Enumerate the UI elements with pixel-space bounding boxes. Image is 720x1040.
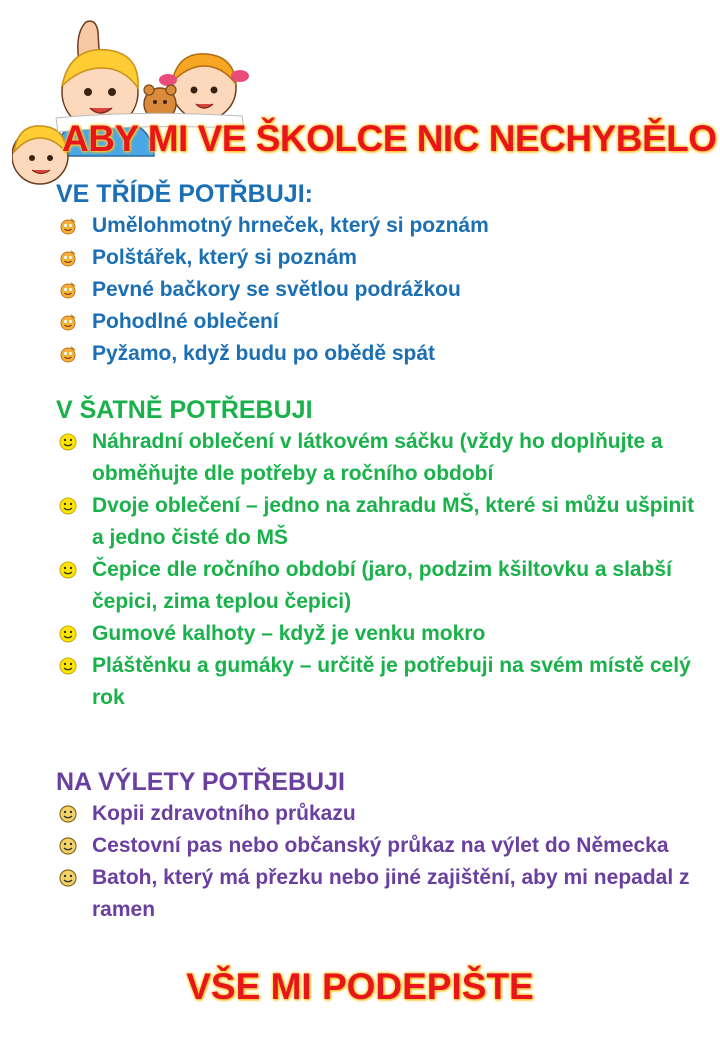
section-trips — [56, 766, 696, 926]
emoticon-face-icon — [58, 216, 78, 236]
section-heading: VE TŘÍDĚ POTŘBUJI: — [56, 180, 313, 208]
section-heading: V ŠATNĚ POTŘEBUJI — [56, 396, 313, 424]
smiley-face-icon — [58, 836, 78, 856]
list-item: Náhradní oblečení v látkovém sáčku (vždy ho doplňujte a obměňujte dle potřeby a ročního období — [56, 426, 696, 490]
kids-illustration — [12, 6, 252, 206]
list-item: Cestovní pas nebo občanský průkaz na výlet do Německa — [56, 830, 696, 862]
smiley-face-icon — [58, 432, 78, 452]
list-item: Pohodlné oblečení — [56, 306, 696, 338]
item-list — [56, 426, 696, 714]
page-title: ABY MI VE ŠKOLCE NIC NECHYBĚLO — [62, 118, 717, 159]
smiley-face-icon — [58, 624, 78, 644]
list-item: Kopii zdravotního průkazu — [56, 798, 696, 830]
emoticon-face-icon — [58, 312, 78, 332]
emoticon-face-icon — [58, 280, 78, 300]
emoticon-face-icon — [58, 248, 78, 268]
smiley-face-icon — [58, 656, 78, 676]
list-item: Polštářek, který si poznám — [56, 242, 696, 274]
section-classroom — [56, 178, 696, 370]
item-list — [56, 210, 696, 370]
smiley-face-icon — [58, 560, 78, 580]
list-item: Batoh, který má přezku nebo jiné zajištění, aby mi nepadal z ramen — [56, 862, 696, 926]
list-item: Umělohmotný hrneček, který si poznám — [56, 210, 696, 242]
list-item: Gumové kalhoty – když je venku mokro — [56, 618, 696, 650]
emoticon-face-icon — [58, 344, 78, 364]
section-heading: NA VÝLETY POTŘEBUJI — [56, 768, 345, 796]
section-cloakroom — [56, 394, 696, 714]
smiley-face-icon — [58, 804, 78, 824]
footer-note: VŠE MI PODEPIŠTE — [186, 966, 534, 1007]
list-item: Pláštěnku a gumáky – určitě je potřebuji na svém místě celý rok — [56, 650, 696, 714]
list-item: Pyžamo, když budu po obědě spát — [56, 338, 696, 370]
smiley-face-icon — [58, 868, 78, 888]
list-item: Pevné bačkory se světlou podrážkou — [56, 274, 696, 306]
item-list — [56, 798, 696, 926]
smiley-face-icon — [58, 496, 78, 516]
list-item: Čepice dle ročního období (jaro, podzim kšiltovku a slabší čepici, zima teplou čepici) — [56, 554, 696, 618]
list-item: Dvoje oblečení – jedno na zahradu MŠ, které si můžu ušpinit a jedno čisté do MŠ — [56, 490, 696, 554]
